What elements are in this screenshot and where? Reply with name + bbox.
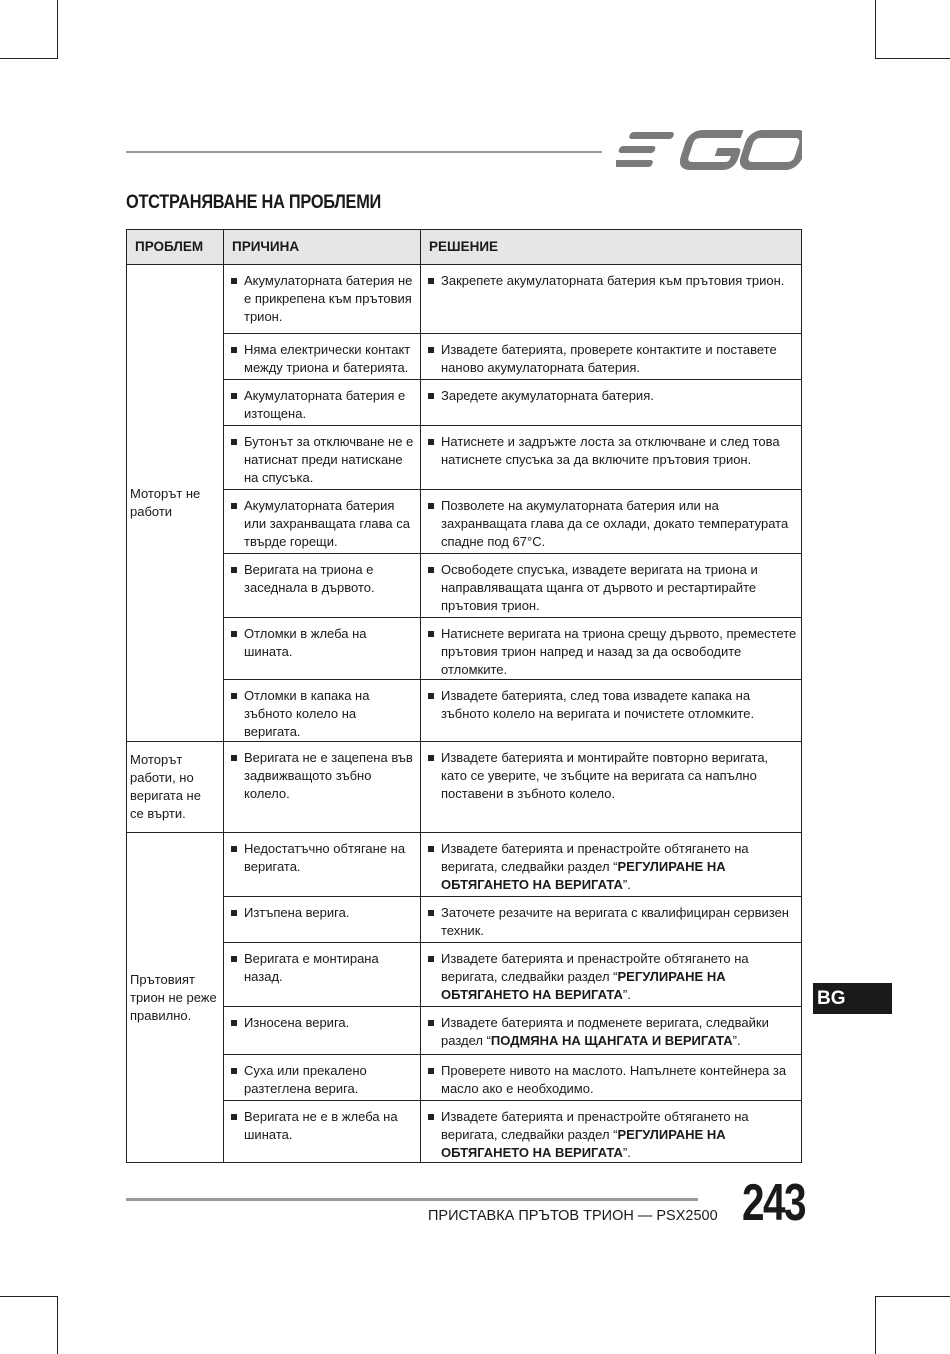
bullet-item [427,1014,797,1050]
cause-text: Отломки в жлеба на шината. [244,626,367,659]
bullet-item [230,341,416,377]
square-bullet-icon [231,693,237,699]
square-bullet-icon [428,393,434,399]
bullet-item [230,387,416,423]
table-row [127,1101,802,1163]
column-header-problem: ПРОБЛЕМ [127,230,224,265]
square-bullet-icon [428,755,434,761]
square-bullet-icon [231,1020,237,1026]
square-bullet-icon [231,846,237,852]
table-row [127,490,802,554]
section-reference: РЕГУЛИРАНЕ НА ОБТЯГАНЕТО НА ВЕРИГАТА [441,1127,726,1160]
solution-cell [421,554,802,618]
crop-mark [875,0,876,58]
bullet-item [427,687,797,723]
solution-text: Извадете батерията и пренастройте обтягането на веригата, следвайки раздел “ [441,951,749,984]
header-rule [126,151,602,153]
cause-text: Акумулаторната батерия е изтощена. [244,388,406,421]
square-bullet-icon [428,1020,434,1026]
table-body [127,265,802,1163]
square-bullet-icon [231,1114,237,1120]
cause-text: Отломки в капака на зъбното колело на веригата. [244,688,370,739]
cause-text: Износена верига. [244,1015,350,1030]
cause-text: Веригата е монтирана назад. [244,951,379,984]
solution-text: Извадете батерията и монтирайте повторно веригата, като се уверите, че зъбците на веригата са напълно поставени в зъбното колело. [441,750,769,801]
table-row [127,1007,802,1055]
solution-cell [421,618,802,680]
solution-cell [421,1055,802,1101]
bullet-item [230,840,416,876]
cause-text: Недостатъчно обтягане на веригата. [244,841,406,874]
solution-text: Извадете батерията и пренастройте обтягането на веригата, следвайки раздел “ [441,841,749,874]
reference-closing-quote: ”. [622,877,631,892]
square-bullet-icon [428,347,434,353]
section-reference: ПОДМЯНА НА ЩАНГАТА И ВЕРИГАТА [490,1033,733,1048]
cause-cell [224,554,421,618]
square-bullet-icon [231,1068,237,1074]
cause-text: Веригата на триона е заседнала в дървото. [244,562,375,595]
crop-mark [875,1296,950,1297]
bullet-item [427,341,797,377]
square-bullet-icon [231,567,237,573]
square-bullet-icon [428,846,434,852]
solution-text: Проверете нивото на маслото. Напълнете контейнера за масло ако е необходимо. [441,1063,787,1096]
bullet-item [427,497,797,551]
cause-cell [224,380,421,426]
cause-cell [224,1055,421,1101]
footer-product-name: ПРИСТАВКА ПРЪТОВ ТРИОН — PSX2500 [428,1208,718,1224]
square-bullet-icon [428,693,434,699]
bullet-item [427,561,797,615]
cause-cell [224,1101,421,1163]
cause-text: Изтъпена верига. [244,905,350,920]
square-bullet-icon [428,1068,434,1074]
bullet-item [427,1108,797,1162]
bullet-item [427,904,797,940]
square-bullet-icon [231,631,237,637]
table-row [127,618,802,680]
table-row [127,334,802,380]
reference-closing-quote: ”. [622,1145,631,1160]
square-bullet-icon [231,393,237,399]
cause-cell [224,334,421,380]
solution-cell [421,833,802,897]
reference-closing-quote: ”. [732,1033,741,1048]
ego-logo [616,128,802,172]
crop-mark [57,1296,58,1354]
solution-cell [421,943,802,1007]
square-bullet-icon [231,439,237,445]
table-row [127,943,802,1007]
solution-text: Натиснете веригата на триона срещу дървото, преместете прътовия трион напред и назад за да освободите отломките. [441,626,797,677]
bullet-item [230,625,416,661]
problem-cell: Моторът не работи [127,265,224,742]
cause-text: Суха или прекалено разтеглена верига. [244,1063,367,1096]
crop-mark [875,1296,876,1354]
cause-cell [224,943,421,1007]
troubleshooting-table [126,229,802,1163]
cause-text: Бутонът за отключване не е натиснат преди натискане на спусъка. [244,434,414,485]
square-bullet-icon [231,755,237,761]
cause-cell [224,426,421,490]
reference-closing-quote: ”. [622,987,631,1002]
cause-cell [224,897,421,943]
page-title: ОТСТРАНЯВАНЕ НА ПРОБЛЕМИ [126,192,382,213]
table-row [127,554,802,618]
column-header-cause: ПРИЧИНА [224,230,421,265]
table-row [127,1055,802,1101]
square-bullet-icon [428,503,434,509]
square-bullet-icon [428,278,434,284]
bullet-item [230,272,416,326]
crop-mark [875,58,950,59]
bullet-item [230,950,416,986]
solution-cell [421,334,802,380]
cause-cell [224,618,421,680]
square-bullet-icon [231,503,237,509]
solution-text: Освободете спусъка, извадете веригата на триона и направляващата щанга от дървото и рестартирайте прътовия трион. [441,562,758,613]
cause-cell [224,680,421,742]
table-row [127,833,802,897]
table-row [127,426,802,490]
bullet-item [427,433,797,469]
table-row [127,380,802,426]
cause-text: Няма електрически контакт между триона и батерията. [244,342,411,375]
solution-cell [421,742,802,833]
bullet-item [230,687,416,741]
solution-text: Извадете батерията, след това извадете капака на зъбното колело на веригата и почистете отломките. [441,688,755,721]
solution-cell [421,1101,802,1163]
bullet-item [427,387,797,405]
problem-cell: Прътовият трион не реже правилно. [127,833,224,1163]
square-bullet-icon [428,439,434,445]
cause-text: Веригата не е зацепена във задвижващото зъбно колело. [244,750,413,801]
cause-cell [224,265,421,334]
cause-text: Веригата не е в жлеба на шината. [244,1109,398,1142]
solution-text: Извадете батерията и пренастройте обтягането на веригата, следвайки раздел “ [441,1109,749,1142]
solution-text: Закрепете акумулаторната батерия към прътовия трион. [441,273,785,288]
cause-text: Акумулаторната батерия или захранващата глава са твърде горещи. [244,498,410,549]
table-row [127,265,802,334]
bullet-item [230,433,416,487]
problem-cell: Моторът работи, но веригата не се върти. [127,742,224,833]
bullet-item [230,749,416,803]
cause-text: Акумулаторната батерия не е прикрепена към прътовия трион. [244,273,413,324]
solution-text: Заточете резачите на веригата с квалифициран сервизен техник. [441,905,789,938]
solution-text: Извадете батерията, проверете контактите и поставете наново акумулаторната батерия. [441,342,777,375]
solution-cell [421,897,802,943]
cause-cell [224,833,421,897]
table-row [127,897,802,943]
language-tab: BG [813,983,892,1014]
cause-cell [224,490,421,554]
table-row [127,680,802,742]
bullet-item [427,840,797,894]
bullet-item [230,904,416,922]
solution-cell [421,1007,802,1055]
square-bullet-icon [428,567,434,573]
bullet-item [427,272,797,290]
square-bullet-icon [231,278,237,284]
square-bullet-icon [231,347,237,353]
cause-cell [224,1007,421,1055]
square-bullet-icon [428,910,434,916]
table-row [127,742,802,833]
solution-text: Заредете акумулаторната батерия. [441,388,654,403]
bullet-item [427,625,797,679]
bullet-item [230,1108,416,1144]
column-header-solution: РЕШЕНИЕ [421,230,802,265]
solution-cell [421,680,802,742]
bullet-item [427,1062,797,1098]
square-bullet-icon [428,1114,434,1120]
section-reference: РЕГУЛИРАНЕ НА ОБТЯГАНЕТО НА ВЕРИГАТА [441,969,726,1002]
square-bullet-icon [231,910,237,916]
solution-cell [421,265,802,334]
bullet-item [230,497,416,551]
footer-rule [126,1198,698,1201]
solution-cell [421,490,802,554]
crop-mark [0,58,58,59]
cause-cell [224,742,421,833]
square-bullet-icon [428,631,434,637]
solution-text: Натиснете и задръжте лоста за отключване и след това натиснете спусъка за да включите прътовия трион. [441,434,780,467]
page-number: 243 [742,1174,805,1232]
solution-cell [421,426,802,490]
crop-mark [57,0,58,58]
bullet-item [230,561,416,597]
bullet-item [230,1062,416,1098]
bullet-item [427,950,797,1004]
bullet-item [230,1014,416,1032]
section-reference: РЕГУЛИРАНЕ НА ОБТЯГАНЕТО НА ВЕРИГАТА [441,859,726,892]
bullet-item [427,749,797,803]
solution-text: Извадете батерията и подменете веригата, следвайки раздел “ [441,1015,769,1048]
square-bullet-icon [231,956,237,962]
crop-mark [0,1296,58,1297]
square-bullet-icon [428,956,434,962]
solution-cell [421,380,802,426]
solution-text: Позволете на акумулаторната батерия или на захранващата глава да се охлади, докато температурата спадне под 67°C. [441,498,789,549]
table-header-row [127,230,802,265]
